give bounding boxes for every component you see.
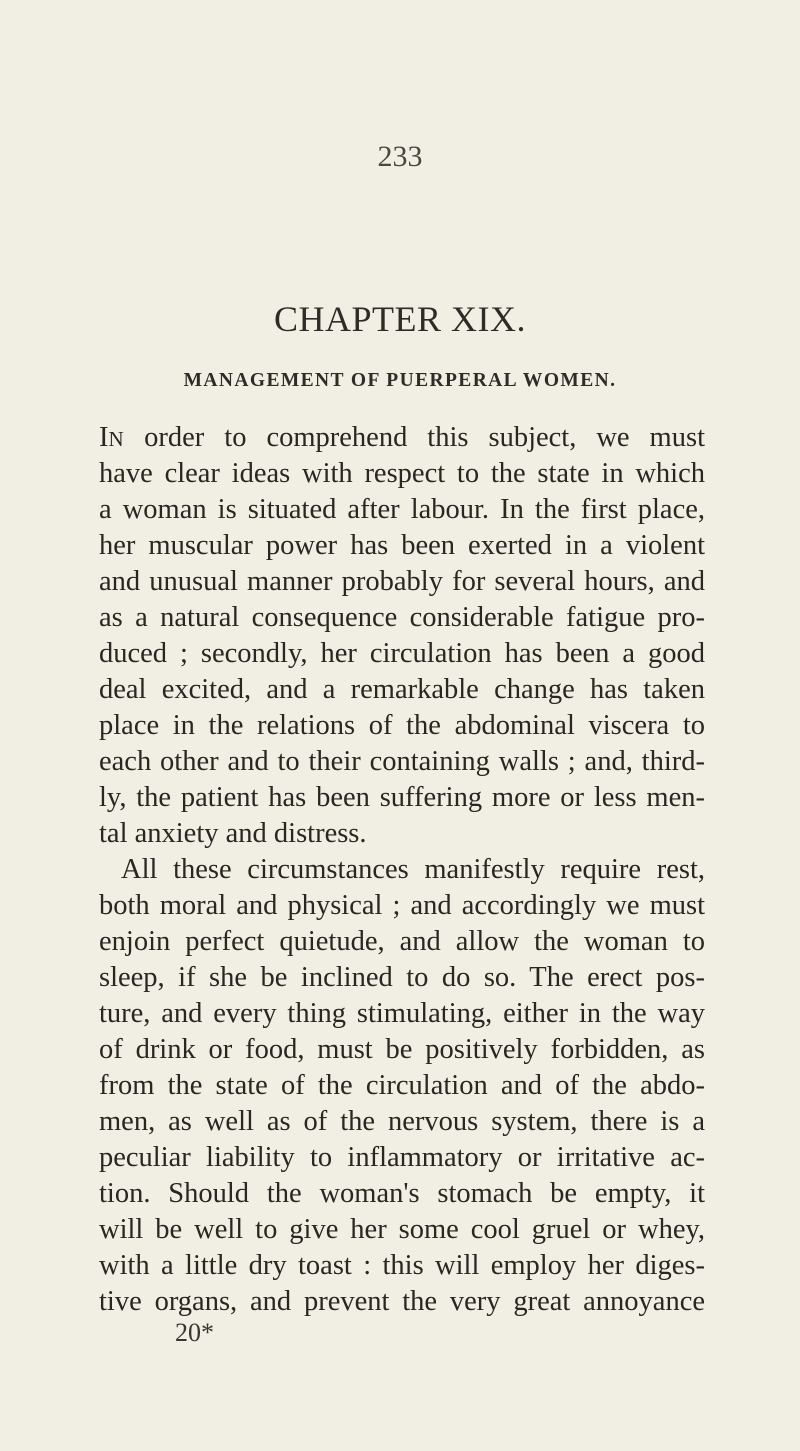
text-line-20: men, as well as of the nervous system, there is a [99,1106,705,1137]
text-line-23: will be well to give her some cool gruel or whey, [99,1214,705,1245]
text-line-4: her muscular power has been exerted in a violent [99,530,705,561]
text-line-17: ture, and every thing stimulating, either in the way [99,998,705,1029]
text-line-11: ly, the patient has been suffering more or less men- [99,782,705,813]
text-line-3: a woman is situated after labour. In the first place, [99,494,705,525]
text-line-19: from the state of the circulation and of the abdo- [99,1070,705,1101]
text-line-5: and unusual manner probably for several hours, and [99,566,705,597]
opening-initial: I [99,422,109,453]
chapter-title: CHAPTER XIX. [273,299,526,339]
text-line-18: of drink or food, must be positively forbidden, as [99,1034,705,1065]
page-number: 233 [377,140,423,173]
text-line-25: tive organs, and prevent the very great annoyance [99,1286,705,1317]
text-line-24: with a little dry toast : this will employ her diges- [99,1250,705,1281]
text-line-6: as a natural consequence considerable fatigue pro- [99,602,705,633]
text-line-13: All these circumstances manifestly require rest, [121,854,705,885]
text-line-9: place in the relations of the abdominal viscera to [99,710,705,741]
text-line-1: IN order to comprehend this subject, we must [99,422,705,453]
opening-initial-rest: N [108,427,125,451]
text-line-16: sleep, if she be inclined to do so. The erect pos- [99,962,705,993]
text-line-22: tion. Should the woman's stomach be empty, it [99,1178,705,1209]
text-line-2: have clear ideas with respect to the state in which [99,458,705,489]
section-title: MANAGEMENT OF PUERPERAL WOMEN. [183,370,617,391]
text-line-10: each other and to their containing walls ; and, third- [99,746,705,777]
text-line-7: duced ; secondly, her circulation has been a good [99,638,705,669]
text-line-21: peculiar liability to inflammatory or irritative ac- [99,1142,705,1173]
text-line-14: both moral and physical ; and accordingly we must [99,890,705,921]
text-line-8: deal excited, and a remarkable change has taken [99,674,705,705]
text-line-15: enjoin perfect quietude, and allow the woman to [99,926,705,957]
text-line-12: tal anxiety and distress. [99,818,367,849]
signature-mark: 20* [175,1318,214,1347]
